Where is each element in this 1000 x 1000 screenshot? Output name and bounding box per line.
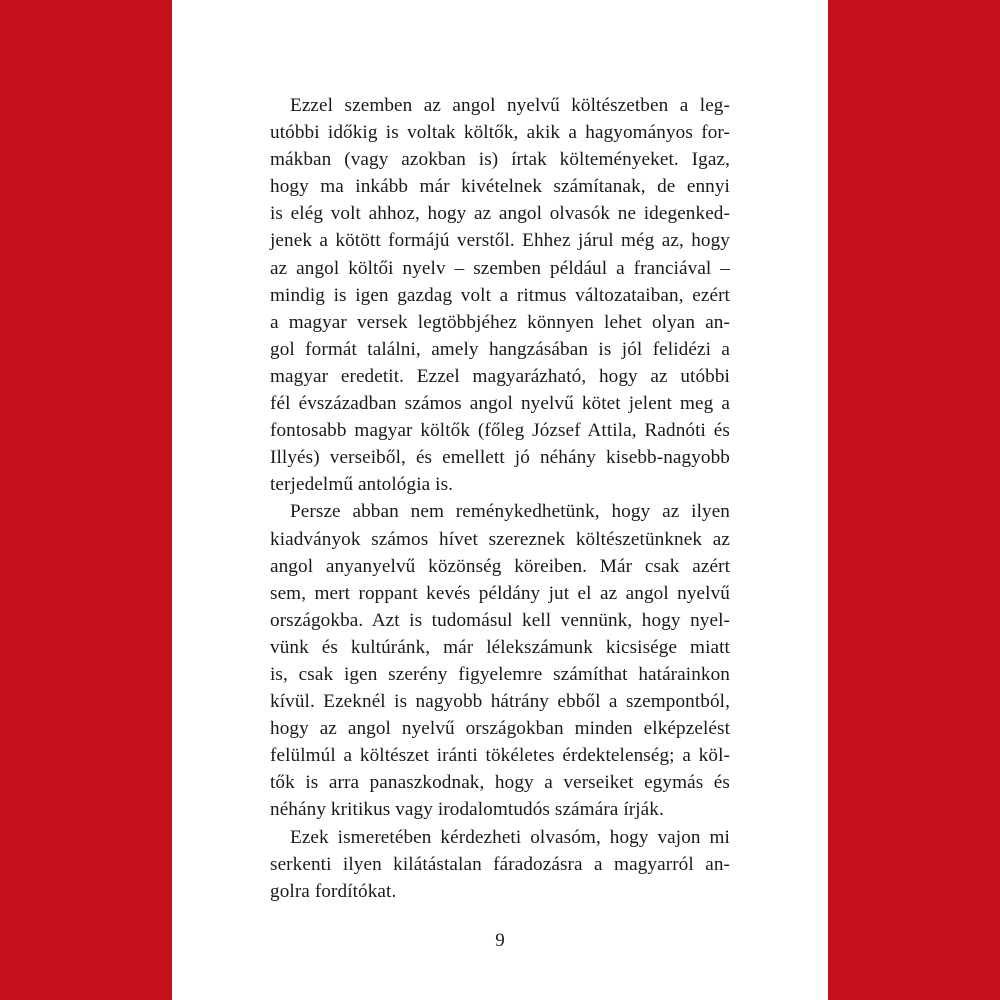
text-line: terjedelmű antológia is. [270,474,454,496]
text-line: is, csak igen szerény figyelemre számíthat határainkon [270,663,730,685]
text-line: is elég volt ahhoz, hogy az angol olvasók ne idegenked- [270,203,730,225]
text-line: sem, mert roppant kevés példány jut el az angol nyelvű [270,582,730,604]
text-line: serkenti ilyen kilátástalan fáradozásra a magyarról an- [270,853,730,875]
text-line: golra fordítókat. [270,880,397,902]
text-line: fél évszázadban számos angol nyelvű kötet jelent meg a [270,393,730,415]
text-line: a magyar versek legtöbbjéhez könnyen lehet olyan an- [270,311,730,333]
text-line: jenek a kötött formájú verstől. Ehhez járul még az, hogy [270,230,730,252]
text-line: gol formát találni, amely hangzásában is jól felidézi a [270,338,730,360]
page-number: 9 [495,930,505,951]
text-line: hogy az angol nyelvű országokban minden elképzelést [270,718,730,740]
paragraph-1 [270,92,730,498]
text-line: néhány kritikus vagy irodalomtudós számára írják. [270,799,664,821]
paragraph-3 [270,824,730,905]
text-line: magyar eredetit. Ezzel magyarázható, hogy az utóbbi [270,365,730,387]
text-line: kívül. Ezeknél is nagyobb hátrány ebből a szempontból, [270,691,730,713]
text-line: hogy ma inkább már kivételnek számítanak, de ennyi [270,176,730,198]
text-line: országokba. Azt is tudomásul kell vennünk, hogy nyel- [270,609,730,631]
text-line: kiadványok számos hívet szereznek költészetünknek az [270,528,730,550]
text-line: angol anyanyelvű közönség köreiben. Már csak azért [270,555,730,577]
text-line: fontosabb magyar költők (főleg József Attila, Radnóti és [270,420,730,442]
text-line: mákban (vagy azokban is) írtak költeményeket. Igaz, [270,149,730,171]
book-page [172,0,828,1000]
text-line: Ezzel szemben az angol nyelvű költészetben a leg- [290,95,730,116]
text-line: az angol költői nyelv – szemben például a franciával – [270,257,730,279]
text-line: mindig is igen gazdag volt a ritmus változataiban, ezért [270,284,730,306]
body-text [270,92,730,905]
text-line: vünk és kultúránk, már lélekszámunk kicsisége miatt [270,636,730,658]
text-line: tők is arra panaszkodnak, hogy a verseiket egymás és [270,772,730,794]
text-line: Ezek ismeretében kérdezheti olvasóm, hogy vajon mi [290,826,730,848]
text-line: Illyés) verseiből, és emellett jó néhány kisebb-nagyobb [270,447,730,469]
text-line: utóbbi időkig is voltak költők, akik a hagyományos for- [270,122,730,144]
text-line: felülmúl a költészet iránti tökéletes érdektelenség; a köl- [270,745,730,767]
text-line: Persze abban nem reménykedhetünk, hogy az ilyen [290,501,730,523]
paragraph-2 [270,498,730,823]
